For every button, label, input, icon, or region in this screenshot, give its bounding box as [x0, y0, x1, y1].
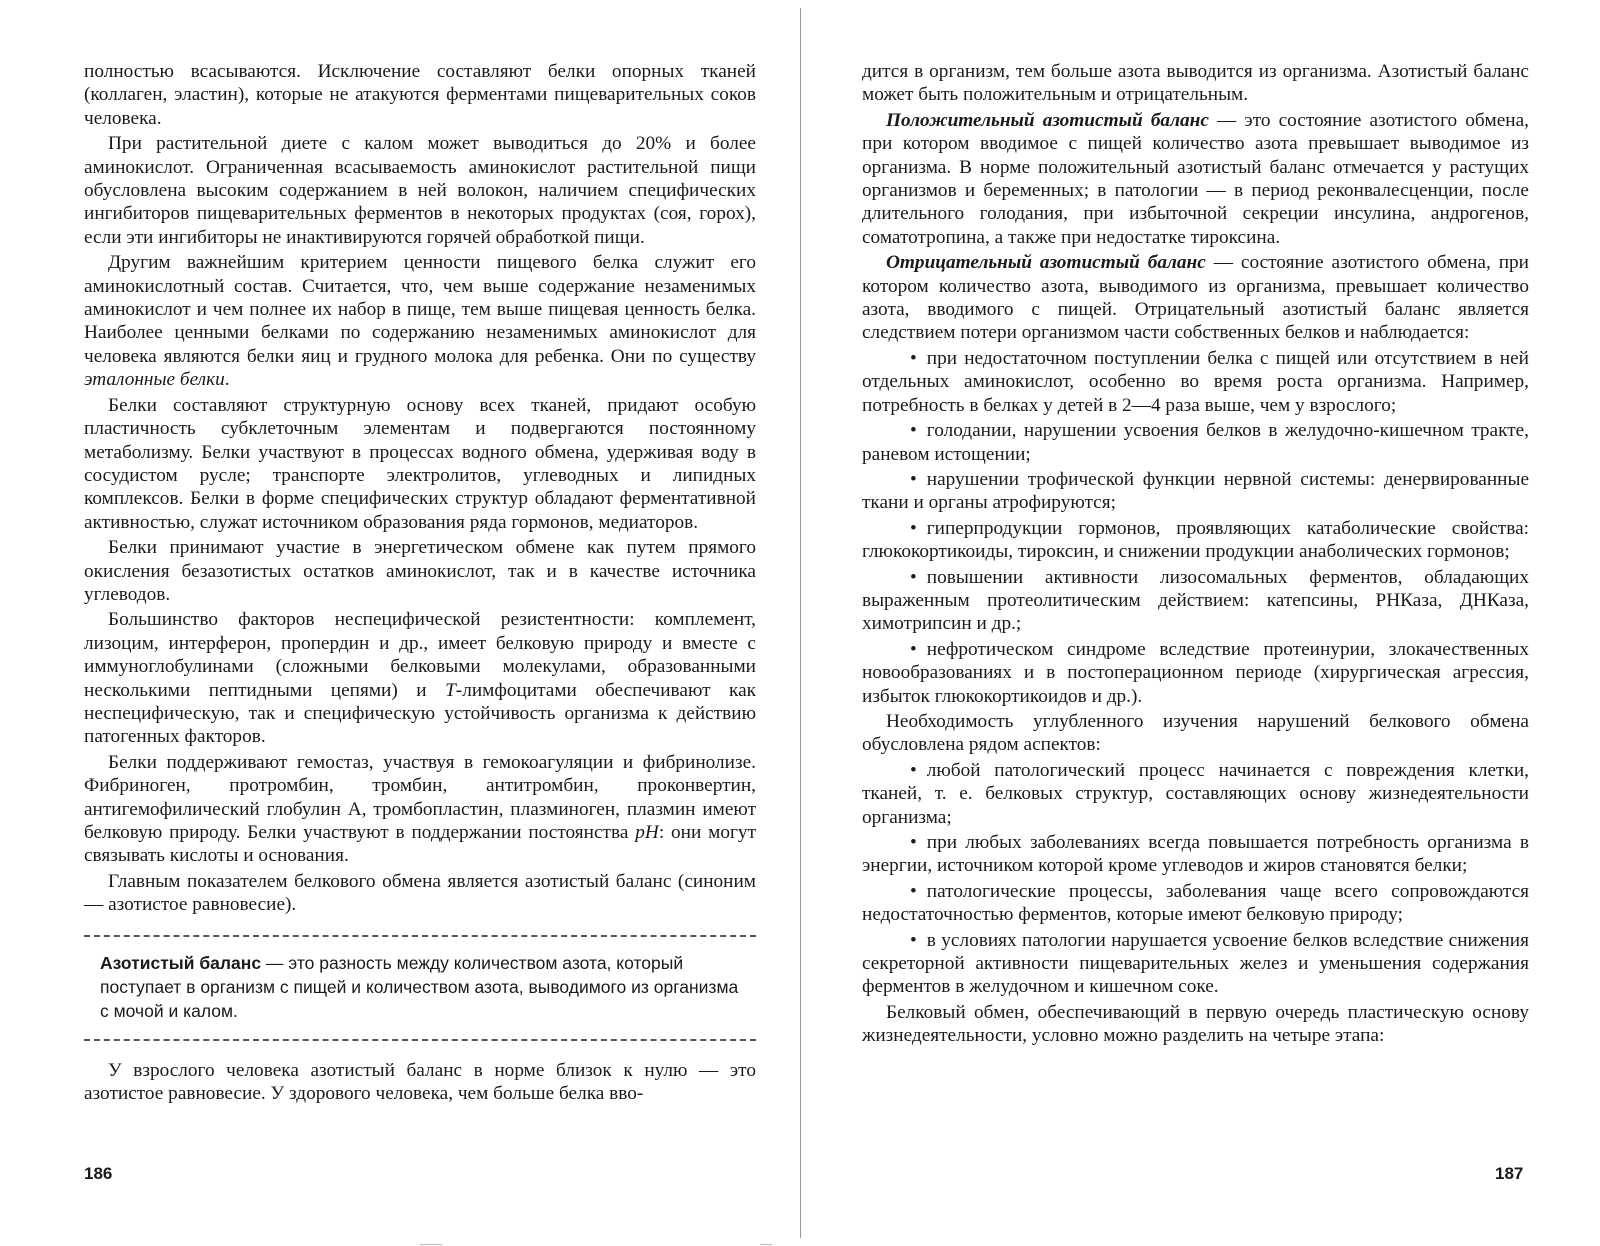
emphasis-text: эталонные белки [84, 369, 225, 391]
list-item [862, 831, 1529, 878]
definition-box [84, 935, 756, 1041]
paragraph-text: : они могут связывать кислоты и основания. [84, 822, 756, 867]
list-item-text: патологические процессы, заболевания чаще всего сопровождаются недостаточностью ферментов, которые имеют белковую природу; [862, 880, 1529, 926]
paragraph: Необходимость углубленного изучения нарушений белкового обмена обусловлена рядом аспектов: [862, 710, 1529, 756]
bullet-icon: • [910, 517, 917, 539]
bullet-icon: • [910, 638, 917, 660]
list-item [862, 929, 1529, 999]
scan-edge-mark [420, 1244, 442, 1245]
paragraph [84, 608, 756, 748]
definition-term: Азотистый баланс [100, 952, 262, 973]
list-item [862, 638, 1529, 708]
emphasis-text: Т [445, 679, 456, 701]
list-item [862, 468, 1529, 515]
paragraph: полностью всасываются. Исключение составляют белки опорных тканей (коллаген, эластин), которые не атакуются ферментами пищеварительных соков человека. [84, 61, 756, 129]
bullet-icon: • [910, 347, 917, 369]
paragraph: дится в организм, тем больше азота выводится из организма. Азотистый баланс может быть положительным и отрицательным. [862, 61, 1529, 106]
paragraph-text: Большинство факторов неспецифической резистентности: комплемент, лизоцим, интерферон, пропердин и др., имеет белковую природу и вместе с иммуноглобулинами (сложными белковыми молекулами, образованными несколькими пептидными цепями) и [84, 609, 756, 701]
left-page [84, 60, 756, 1107]
paragraph-text: — это состояние азотистого обмена, при котором вводимое с пищей количество азота превышает выводимое из организма. В норме положительный азотистый баланс отмечается у растущих организмов и беременных; в патологии — в период реконвалесценции, после длительного голодания, при избыточной секреции инсулина, андрогенов, соматотропина, а также при недостатке тироксина. [862, 109, 1529, 248]
paragraph-text: Другим важнейшим критерием ценности пищевого белка служит его аминокислотный состав. Считается, что, чем выше содержание незаменимых аминокислот и чем полнее их набор в пище, тем выше пищевая ценность белка. Наиболее ценными белками по содержанию незаменимых аминокислот для человека являются белки яиц и грудного молока для ребенка. Они по существу [84, 252, 756, 367]
term-heading: Положительный азотистый баланс [886, 109, 1209, 131]
list-item [862, 566, 1529, 636]
right-page [862, 60, 1529, 1050]
paragraph [84, 251, 756, 391]
scan-edge-mark [760, 1244, 772, 1245]
page-number-right: 187 [1495, 1164, 1524, 1183]
list-item-text: голодании, нарушении усвоения белков в желудочно-кишечном тракте, раневом истощении; [862, 420, 1529, 465]
paragraph: Белки составляют структурную основу всех тканей, придают особую пластичность субклеточным элементам и подвергаются постоянному метаболизму. Белки участвуют в процессах водного обмена, удерживая воду в сосудистом русле; транспорте электролитов, углеводных и липидных комплексов. Белки в форме специфических структур обладают ферментативной активностью, служат источником образования ряда гормонов, медиаторов. [84, 394, 756, 533]
paragraph: Белки принимают участие в энергетическом обмене как путем прямого окисления безазотистых остатков аминокислот, так и в качестве источника углеводов. [84, 537, 756, 605]
bullet-icon: • [910, 880, 917, 902]
list-item-text: в условиях патологии нарушается усвоение белков вследствие снижения секреторной активности пищеварительных желез и уменьшения содержания ферментов в желудочном и кишечном соке. [862, 929, 1529, 998]
list-item [862, 880, 1529, 927]
paragraph: При растительной диете с калом может выводиться до 20% и более аминокислот. Ограниченная всасываемость аминокислот растительной пищи обусловлена высоким содержанием в ней волокон, наличием специфических ингибиторов пищеварительных ферментов в некоторых продуктах (соя, горох), если эти ингибиторы не инактивируются горячей обработкой пищи. [84, 133, 756, 248]
bullet-icon: • [910, 759, 917, 781]
paragraph [862, 251, 1529, 345]
paragraph [84, 751, 756, 868]
list-item [862, 347, 1529, 417]
paragraph-text: . [224, 369, 230, 391]
paragraph [862, 109, 1529, 249]
paragraph-text: -лимфоцитами обеспечивают как неспецифическую, так и специфическую устойчивость организма к действию патогенных факторов. [84, 679, 756, 748]
list-item-text: при любых заболеваниях всегда повышается потребность организма в энергии, источником которой кроме углеводов и жиров становятся белки; [862, 832, 1529, 877]
paragraph: У взрослого человека азотистый баланс в норме близок к нулю — это азотистое равновесие. У здорового человека, чем больше белка вво- [84, 1059, 756, 1105]
bullet-icon: • [910, 468, 917, 490]
paragraph-text: — состояние азотистого обмена, при котором количество азота, выводимого из организма, превышает количество азота, вводимого с пищей. Отрицательный азотистый баланс является следствием потери организмом части собственных белков и наблюдается: [862, 252, 1529, 344]
page-number-left: 186 [84, 1164, 113, 1183]
list-item [862, 517, 1529, 564]
bullet-icon: • [910, 832, 917, 853]
paragraph: Главным показателем белкового обмена является азотистый баланс (синоним — азотистое равновесие). [84, 870, 756, 916]
list-item-text: нефротическом синдроме вследствие протеинурии, злокачественных новообразованиях и в постоперационном периоде (хирургическая агрессия, избыток глюкокортикоидов и др.). [862, 638, 1529, 707]
list-item-text: гиперпродукции гормонов, проявляющих катаболические свойства: глюкокортикоиды, тироксин, и снижении продукции анаболических гормонов; [862, 517, 1529, 563]
list-item-text: повышении активности лизосомальных ферментов, обладающих выраженным протеолитическим действием: катепсины, РНКаза, ДНКаза, химотрипсин и др.; [862, 566, 1529, 635]
list-item-text: при недостаточном поступлении белка с пищей или отсутствием в ней отдельных аминокислот, особенно во время роста организма. Например, потребность в белках у детей в 2—4 раза выше, чем у взрослого; [862, 347, 1529, 416]
list-item-text: нарушении трофической функции нервной системы: денервированные ткани и органы атрофируются; [862, 468, 1529, 514]
bullet-icon: • [910, 420, 917, 442]
bullet-icon: • [910, 566, 917, 588]
paragraph-text: Белки поддерживают гемостаз, участвуя в гемокоагуляции и фибринолизе. Фибриноген, протромбин, тромбин, антитромбин, проконвертин, антигемофилический глобулин А, тромбопластин, плазминоген, плазмин имеют белковую природу. Белки участвуют в поддержании постоянства [84, 751, 756, 843]
list-item [862, 759, 1529, 829]
book-gutter [800, 8, 801, 1238]
definition-text: — это разность между количеством азота, который поступает в организм с пищей и количеством азота, выводимого из организма с мочой и калом. [100, 952, 739, 1021]
list-item-text: любой патологический процесс начинается с повреждения клетки, тканей, т. е. белковых структур, составляющих основу жизнедеятельности организма; [862, 759, 1529, 828]
term-heading: Отрицательный азотистый баланс [886, 252, 1206, 274]
paragraph: Белковый обмен, обеспечивающий в первую очередь пластическую основу жизнедеятельности, условно можно разделить на четыре этапа: [862, 1001, 1529, 1047]
bullet-icon: • [910, 929, 917, 951]
emphasis-text: pH [635, 822, 659, 843]
list-item [862, 419, 1529, 466]
